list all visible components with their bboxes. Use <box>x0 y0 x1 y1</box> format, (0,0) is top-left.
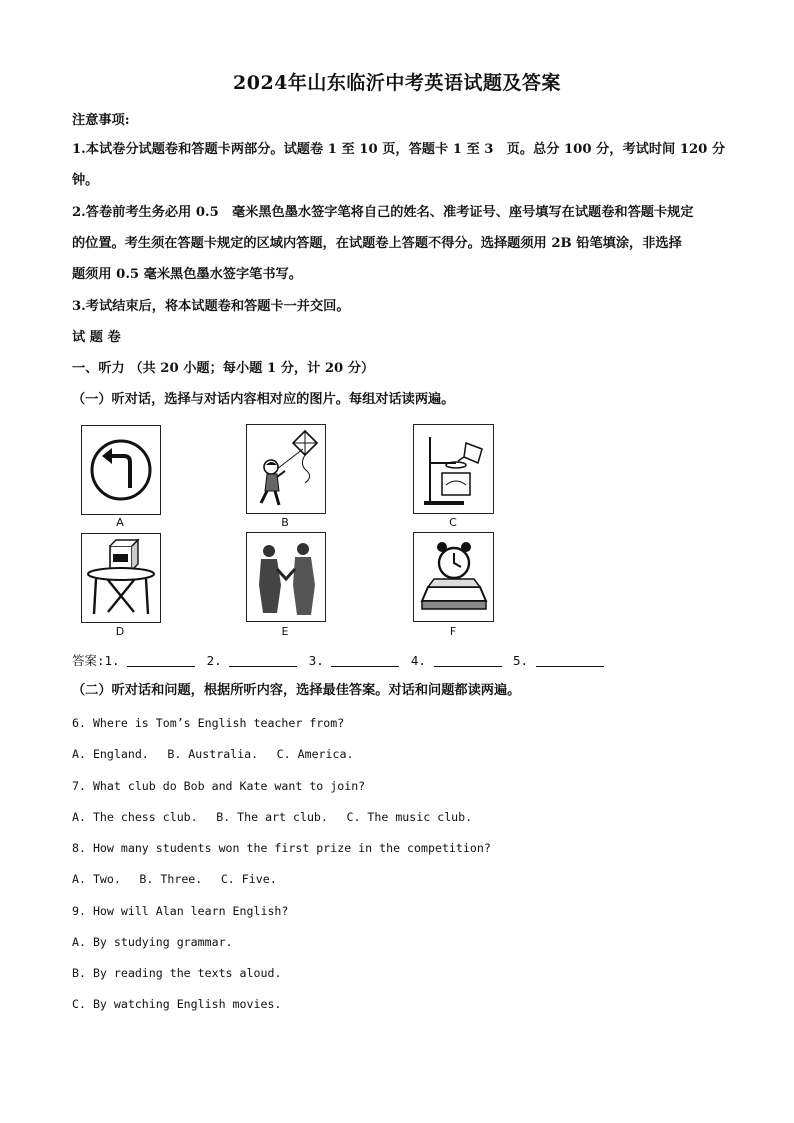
picture-a <box>81 425 161 515</box>
picture-label-b: B <box>281 516 289 529</box>
answer-blank-2[interactable] <box>229 654 297 667</box>
notice-heading: 注意事项: <box>72 113 130 128</box>
question-9: 9. How will Alan learn English? <box>72 904 289 918</box>
picture-label-e: E <box>281 625 289 638</box>
picture-label-d: D <box>115 625 125 638</box>
table-with-box-icon <box>82 534 160 622</box>
question-8-options: A. Two. B. Three. C. Five. <box>72 872 277 886</box>
answer-blank-4[interactable] <box>434 654 502 667</box>
question-9-option-c: C. By watching English movies. <box>72 997 282 1011</box>
alarm-clock-icon <box>414 533 493 621</box>
answer-num-3: 3. <box>308 653 324 668</box>
question-7: 7. What club do Bob and Kate want to join? <box>72 779 366 793</box>
page-title: 2024年山东临沂中考英语试题及答案 <box>233 72 561 94</box>
question-6: 6. Where is Tom’s English teacher from? <box>72 716 345 730</box>
boy-flying-kite-icon <box>247 425 325 513</box>
answer-line <box>72 651 608 669</box>
notice-item-2-cont: 的位置。考生须在答题卡规定的区域内答题，在试题卷上答题不得分。选择题须用 2B 铅笔填涂，非选择 <box>72 236 682 251</box>
answer-prefix: 答案: <box>72 653 105 668</box>
question-9-option-a: A. By studying grammar. <box>72 935 233 949</box>
answer-num-4: 4. <box>410 653 426 668</box>
picture-label-c: C <box>449 516 457 529</box>
section-listening-heading: 一、听力 （共 20 小题；每小题 1 分，计 20 分） <box>72 361 375 376</box>
notice-item-2-cont2: 题须用 0.5 毫米黑色墨水签字笔书写。 <box>72 267 302 282</box>
question-8: 8. How many students won the first prize in the competition? <box>72 841 491 855</box>
answer-num-2: 2. <box>206 653 222 668</box>
picture-d <box>81 533 161 623</box>
answer-blank-5[interactable] <box>536 654 604 667</box>
answer-num-1: 1. <box>104 653 120 668</box>
notice-item-2: 2.答卷前考生务必用 0.5 毫米黑色墨水签字笔将自己的姓名、准考证号、座号填写在试题卷和答题卡规定 <box>72 205 694 220</box>
question-9-option-b: B. By reading the texts aloud. <box>72 966 282 980</box>
answer-blank-3[interactable] <box>331 654 399 667</box>
paper-label: 试 题 卷 <box>72 330 121 345</box>
handshake-icon <box>247 533 325 621</box>
answer-num-5: 5. <box>513 653 529 668</box>
turn-left-sign-icon <box>82 426 160 514</box>
picture-label-a: A <box>116 516 124 529</box>
question-7-options: A. The chess club. B. The art club. C. The music club. <box>72 810 473 824</box>
question-6-options: A. England. B. Australia. C. America. <box>72 747 354 761</box>
notice-item-1-cont: 钟。 <box>72 173 99 188</box>
notice-item-1: 1.本试卷分试题卷和答题卡两部分。试题卷 1 至 10 页，答题卡 1 至 3 页。总分 100 分，考试时间 120 分 <box>72 142 726 157</box>
picture-c <box>413 424 494 514</box>
picture-e <box>246 532 326 622</box>
picture-label-f: F <box>449 625 457 638</box>
notice-item-3: 3.考试结束后，将本试题卷和答题卡一并交回。 <box>72 299 350 314</box>
part1-heading: （一）听对话，选择与对话内容相对应的图片。每组对话读两遍。 <box>72 392 455 407</box>
answer-blank-1[interactable] <box>127 654 195 667</box>
picture-b <box>246 424 326 514</box>
picture-f <box>413 532 494 622</box>
part2-heading: （二）听对话和问题，根据所听内容，选择最佳答案。对话和问题都读两遍。 <box>72 683 521 698</box>
lab-apparatus-icon <box>414 425 493 513</box>
